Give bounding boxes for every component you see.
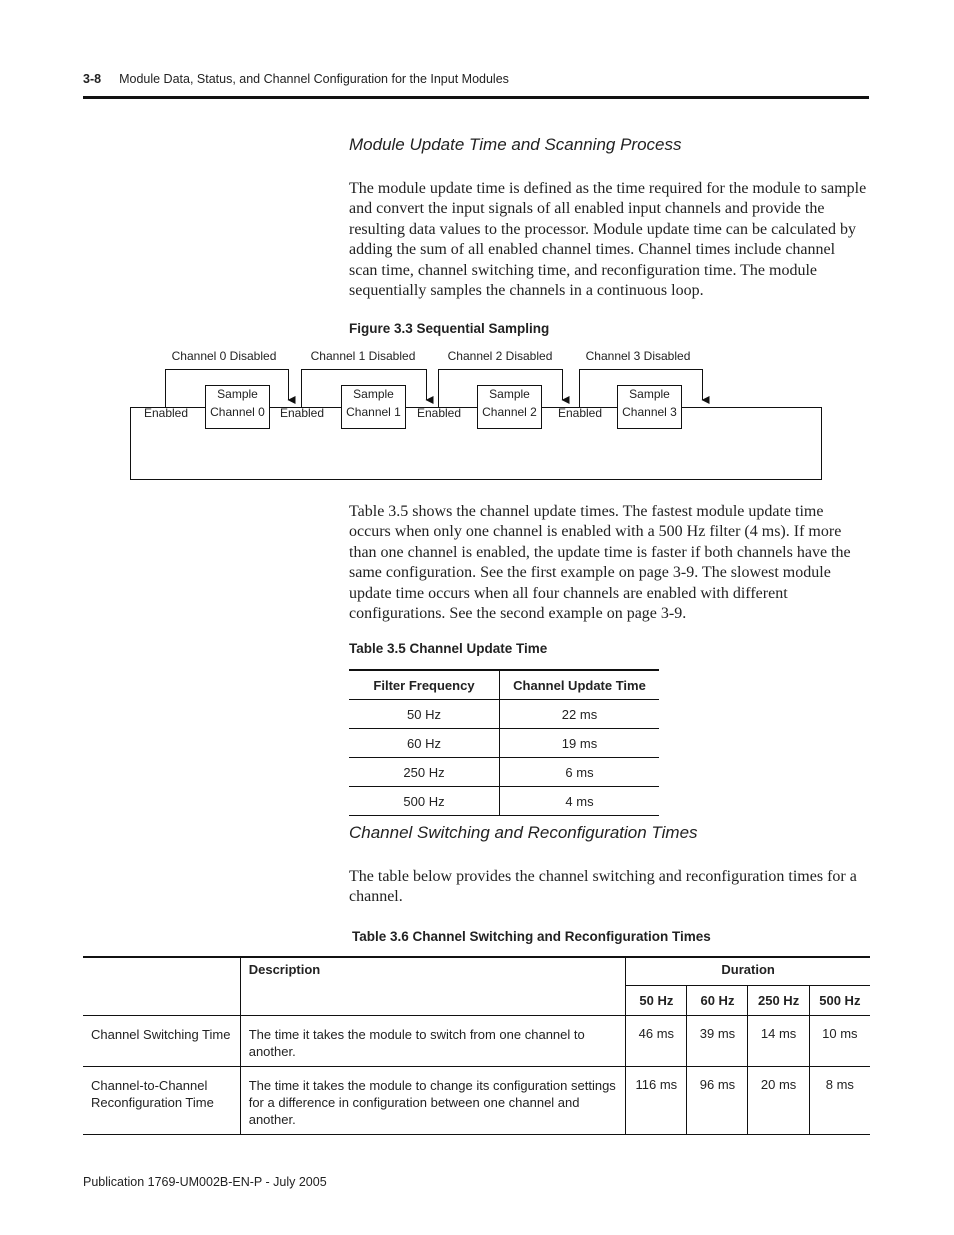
page-number: 3-8: [83, 72, 102, 86]
table-row: [83, 1067, 870, 1135]
column-header-filter-frequency: Filter Frequency: [349, 670, 500, 700]
sample-box-3-line1: Sample: [629, 387, 670, 401]
table-header-row: [349, 670, 659, 700]
table-cell: 4 ms: [500, 787, 660, 816]
figure-caption: Figure 3.3 Sequential Sampling: [349, 321, 550, 336]
table-cell: 39 ms: [687, 1016, 748, 1067]
channel-0-disabled-label: Channel 0 Disabled: [171, 349, 277, 363]
section-title-update-time: Module Update Time and Scanning Process: [349, 135, 682, 154]
column-header-50hz: 50 Hz: [626, 986, 687, 1016]
row-name: Channel Switching Time: [83, 1016, 240, 1067]
section-title-switching: Channel Switching and Reconfiguration Times: [349, 823, 698, 842]
enabled-label-3: Enabled: [557, 406, 603, 420]
table-cell: 50 Hz: [349, 700, 500, 729]
column-header-description: Description: [240, 957, 626, 1016]
column-header-blank: [83, 957, 240, 1016]
table35-caption: Table 3.5 Channel Update Time: [349, 641, 548, 656]
row-description: The time it takes the module to change its configuration settings for a difference in configuration between one channel and another.: [240, 1067, 626, 1135]
table-cell: 22 ms: [500, 700, 660, 729]
sample-box-0-line2: Channel 0: [210, 405, 265, 419]
table-row: [349, 700, 659, 729]
running-header: [83, 72, 509, 86]
table-row: [349, 758, 659, 787]
sample-box-2-line1: Sample: [489, 387, 530, 401]
table-cell: 19 ms: [500, 729, 660, 758]
table-cell: 60 Hz: [349, 729, 500, 758]
channel-1-disabled-label: Channel 1 Disabled: [310, 349, 416, 363]
switching-reconfiguration-table: [83, 956, 870, 1135]
channel-3-disabled-label: Channel 3 Disabled: [585, 349, 691, 363]
sample-box-2-line2: Channel 2: [482, 405, 537, 419]
enabled-label-1: Enabled: [279, 406, 325, 420]
paragraph-switching: The table below provides the channel switching and reconfiguration times for a channel.: [349, 868, 857, 906]
table-cell: 10 ms: [809, 1016, 870, 1067]
paragraph-update-time: The module update time is defined as the time required for the module to sample and convert the input signals of all enabled input channels and provide the resulting data values to the processor. Module update time can be calculated by adding the sum of all enabled channel times. Channel times include channel scan time, channel switching time, and reconfiguration time. The module sequentially samples the channels in a continuous loop.: [349, 180, 867, 300]
table-cell: 8 ms: [809, 1067, 870, 1135]
table-row: [83, 1016, 870, 1067]
table-cell: 20 ms: [748, 1067, 809, 1135]
row-name: Channel-to-Channel Reconfiguration Time: [83, 1067, 240, 1135]
table-cell: 96 ms: [687, 1067, 748, 1135]
table-header-row: [83, 957, 870, 986]
column-header-channel-update-time: Channel Update Time: [500, 670, 660, 700]
sequential-sampling-diagram: [120, 340, 835, 485]
publication-footer: Publication 1769-UM002B-EN-P - July 2005: [83, 1175, 327, 1189]
enabled-label-0: Enabled: [143, 406, 189, 420]
chapter-title: Module Data, Status, and Channel Configuration for the Input Modules: [119, 72, 509, 86]
sample-box-0-line1: Sample: [217, 387, 258, 401]
table-row: [349, 787, 659, 816]
table-row: [349, 729, 659, 758]
table-cell: 6 ms: [500, 758, 660, 787]
row-description: The time it takes the module to switch from one channel to another.: [240, 1016, 626, 1067]
header-rule: [83, 96, 869, 99]
paragraph-channel-update: Table 3.5 shows the channel update times. The fastest module update time occurs when only one channel is enabled with a 500 Hz filter (4 ms). If more than one channel is enabled, the update time is faster if both channels have the same configuration. See the first example on page 3-9. The slowest module update time occurs when all four channels are enabled with different configurations. See the second example on page 3-9.: [349, 503, 851, 623]
table-cell: 14 ms: [748, 1016, 809, 1067]
table36-caption: Table 3.6 Channel Switching and Reconfiguration Times: [352, 929, 711, 944]
table-cell: 116 ms: [626, 1067, 687, 1135]
table-cell: 46 ms: [626, 1016, 687, 1067]
enabled-label-2: Enabled: [416, 406, 462, 420]
column-header-60hz: 60 Hz: [687, 986, 748, 1016]
channel-update-time-table: [349, 669, 659, 816]
table-cell: 250 Hz: [349, 758, 500, 787]
sample-box-3-line2: Channel 3: [622, 405, 677, 419]
channel-2-disabled-label: Channel 2 Disabled: [447, 349, 553, 363]
table-cell: 500 Hz: [349, 787, 500, 816]
column-header-250hz: 250 Hz: [748, 986, 809, 1016]
sample-box-1-line2: Channel 1: [346, 405, 401, 419]
column-header-500hz: 500 Hz: [809, 986, 870, 1016]
sample-box-1-line1: Sample: [353, 387, 394, 401]
column-header-duration: Duration: [626, 957, 870, 986]
